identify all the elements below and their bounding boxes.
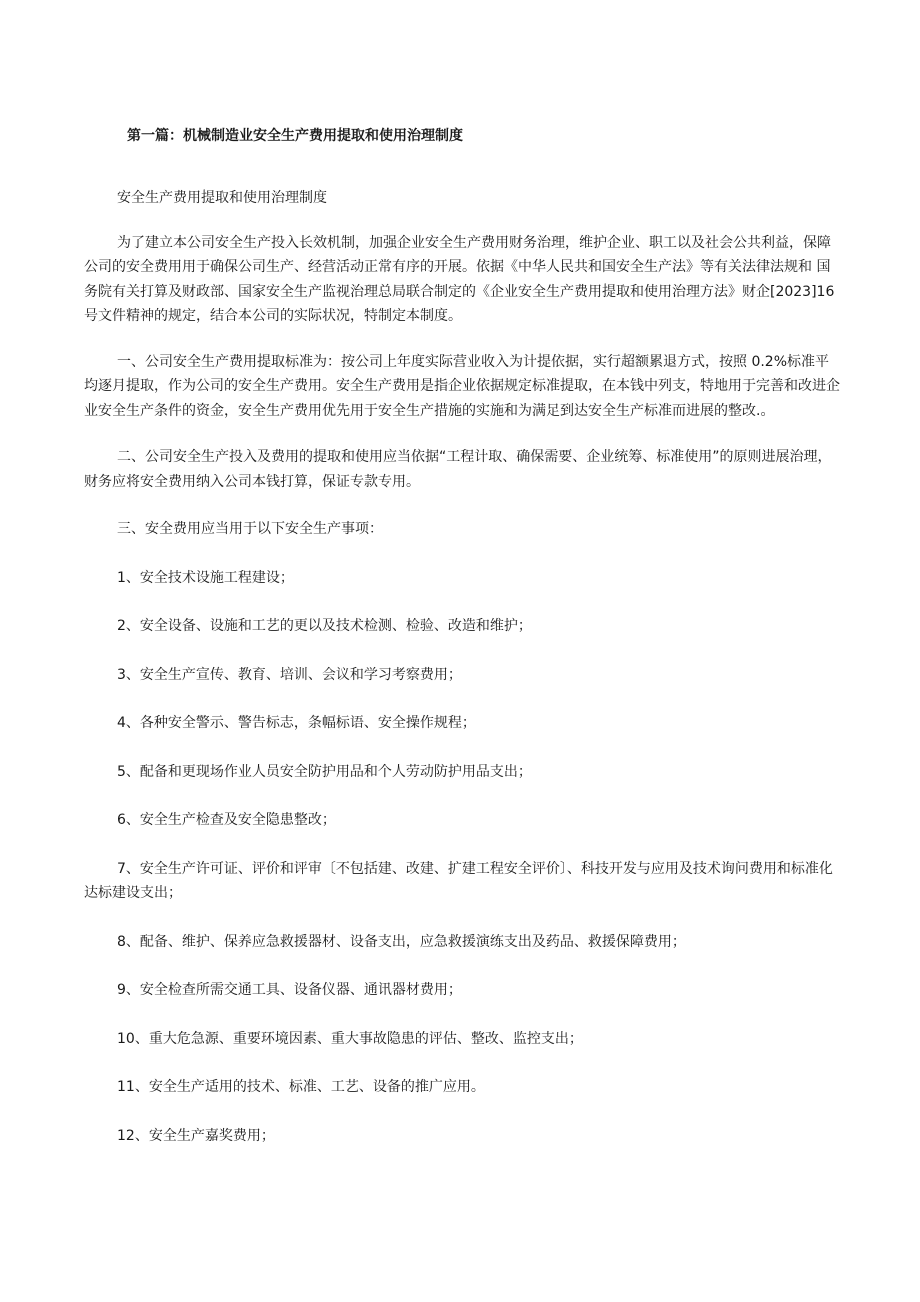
list-item: 6、安全生产检查及安全隐患整改； [117, 812, 336, 828]
list-item: 10、重大危急源、重要环境因素、重大事故隐患的评估、整改、监控支出； [117, 1030, 583, 1047]
document-body [84, 186, 840, 1148]
list-item: 2、安全设备、设施和工艺的更以及技术检测、检验、改造和维护； [117, 618, 532, 634]
section-paragraph: 一、公司安全生产费用提取标准为：按公司上年度实际营业收入为计提依据，实行超额累退方式，按照 0.2%标准平均逐月提取，作为公司的安全生产费用。安全生产费用是指企业依据规定标准提取，在本钱中列支，特地用于完善和改进企业安全生产条件的资金，安全生产费用优先用于安全生产措施的实施和为满足到达安全生产标准而进展的整改.。 [84, 353, 840, 419]
document-subtitle: 安全生产费用提取和使用治理制度 [117, 190, 327, 206]
list-item: 3、安全生产宣传、教育、培训、会议和学习考察费用； [117, 666, 462, 683]
section-paragraph: 二、公司安全生产投入及费用的提取和使用应当依据“工程计取、确保需要、企业统筹、标准使用”的原则进展治理，财务应将安全费用纳入公司本钱打算，保证专款专用。 [84, 449, 832, 490]
section-paragraph: 三、安全费用应当用于以下安全生产事项： [117, 521, 383, 537]
list-item: 7、安全生产许可证、评价和评审〔不包括建、改建、扩建工程安全评价〕、科技开发与应用及技术询问费用和标准化达标建设支出； [84, 860, 833, 901]
list-item: 1、安全技术设施工程建设； [117, 569, 294, 586]
list-item: 9、安全检查所需交通工具、设备仪器、通讯器材费用； [117, 982, 462, 998]
list-item: 5、配备和更现场作业人员安全防护用品和个人劳动防护用品支出； [117, 763, 532, 780]
intro-paragraph: 为了建立本公司安全生产投入长效机制，加强企业安全生产费用财务治理，维护企业、职工以及社会公共利益，保障公司的安全费用用于确保公司生产、经营活动正常有序的开展。依据《中华人民共和国安全生产法》等有关法律法规和 国务院有关打算及财政部、国家安全生产监视治理总局联合制定的《企业安全生产费用提取和使用治理方法》财企[2023]16 号文件精神的规定，结合本公司的实际状况，特制定本制度。 [84, 234, 835, 324]
list-item: 12、安全生产嘉奖费用； [117, 1127, 275, 1144]
list-item: 11、安全生产适用的技术、标准、工艺、设备的推广应用。 [117, 1079, 485, 1095]
list-item: 4、各种安全警示、警告标志，条幅标语、安全操作规程； [117, 715, 476, 731]
document-title: 第一篇：机械制造业安全生产费用提取和使用治理制度 [127, 128, 463, 144]
list-item: 8、配备、维护、保养应急救援器材、设备支出，应急救援演练支出及药品、救援保障费用； [117, 933, 686, 950]
